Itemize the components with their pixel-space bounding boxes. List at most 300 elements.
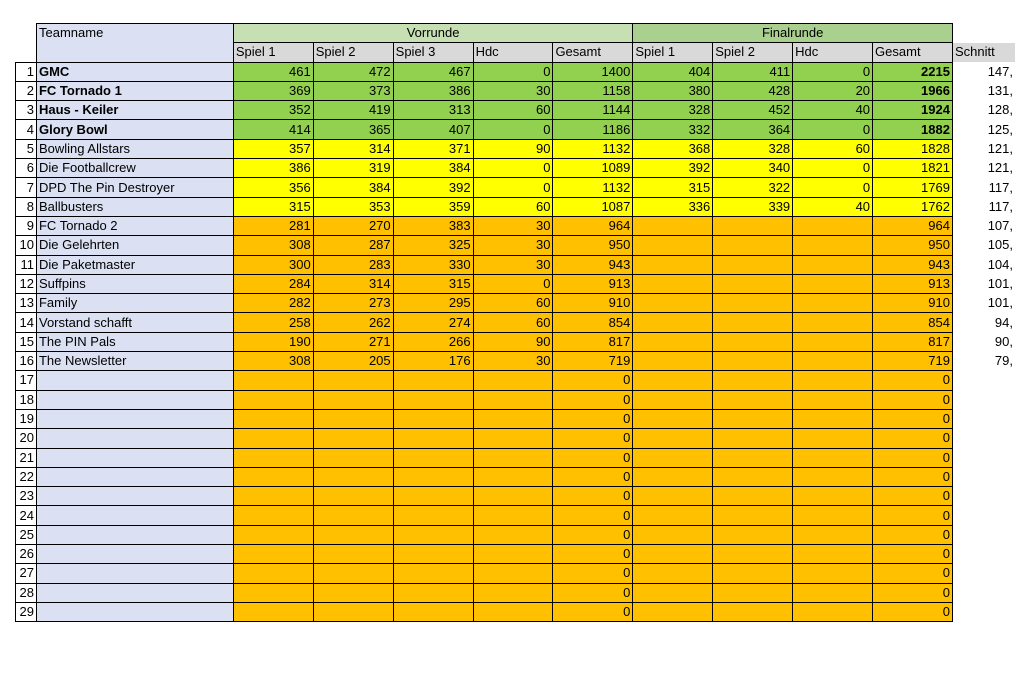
- spiel2-cell[interactable]: 262: [313, 313, 393, 332]
- final-spiel1-cell[interactable]: [633, 545, 713, 564]
- spiel2-cell[interactable]: 373: [313, 81, 393, 100]
- spiel2-cell[interactable]: 273: [313, 294, 393, 313]
- spiel1-cell[interactable]: 414: [233, 120, 313, 139]
- spiel1-cell[interactable]: 308: [233, 236, 313, 255]
- final-spiel2-cell[interactable]: [713, 274, 793, 293]
- gesamt-cell[interactable]: 1400: [553, 62, 633, 81]
- schnitt-cell[interactable]: [952, 602, 1015, 621]
- spiel2-cell[interactable]: [313, 583, 393, 602]
- gesamt-cell[interactable]: 0: [553, 409, 633, 428]
- final-spiel2-cell[interactable]: [713, 313, 793, 332]
- final-spiel1-cell[interactable]: [633, 525, 713, 544]
- spiel2-cell[interactable]: [313, 506, 393, 525]
- spiel3-cell[interactable]: [393, 506, 473, 525]
- spiel1-cell[interactable]: 352: [233, 101, 313, 120]
- spiel3-cell[interactable]: [393, 583, 473, 602]
- schnitt-cell[interactable]: [952, 390, 1015, 409]
- final-spiel2-cell[interactable]: [713, 294, 793, 313]
- final-spiel1-cell[interactable]: [633, 506, 713, 525]
- spiel3-cell[interactable]: 274: [393, 313, 473, 332]
- hdc-cell[interactable]: 60: [473, 294, 553, 313]
- spiel1-cell[interactable]: 315: [233, 197, 313, 216]
- gesamt-cell[interactable]: 0: [553, 583, 633, 602]
- col-header-schnitt[interactable]: Schnitt: [952, 43, 1015, 62]
- row-number[interactable]: 12: [16, 274, 37, 293]
- spiel3-cell[interactable]: 330: [393, 255, 473, 274]
- spiel3-cell[interactable]: [393, 409, 473, 428]
- spiel1-cell[interactable]: [233, 506, 313, 525]
- hdc-cell[interactable]: 0: [473, 274, 553, 293]
- row-number[interactable]: 13: [16, 294, 37, 313]
- hdc-cell[interactable]: 30: [473, 352, 553, 371]
- gesamt-cell[interactable]: 0: [553, 371, 633, 390]
- spiel3-cell[interactable]: [393, 564, 473, 583]
- final-spiel1-cell[interactable]: [633, 429, 713, 448]
- final-hdc-cell[interactable]: [793, 294, 873, 313]
- team-name-cell[interactable]: Ballbusters: [36, 197, 233, 216]
- hdc-cell[interactable]: [473, 409, 553, 428]
- gesamt-cell[interactable]: 1132: [553, 139, 633, 158]
- spiel1-cell[interactable]: [233, 390, 313, 409]
- hdc-cell[interactable]: 60: [473, 313, 553, 332]
- schnitt-cell[interactable]: [952, 429, 1015, 448]
- final-hdc-cell[interactable]: [793, 429, 873, 448]
- spiel3-cell[interactable]: 359: [393, 197, 473, 216]
- spiel2-cell[interactable]: 271: [313, 332, 393, 351]
- spiel2-cell[interactable]: [313, 448, 393, 467]
- final-gesamt-cell[interactable]: 964: [873, 216, 953, 235]
- schnitt-cell[interactable]: 117,: [952, 178, 1015, 197]
- spiel3-cell[interactable]: 315: [393, 274, 473, 293]
- gesamt-cell[interactable]: 1158: [553, 81, 633, 100]
- gesamt-cell[interactable]: 1132: [553, 178, 633, 197]
- spiel3-cell[interactable]: 384: [393, 159, 473, 178]
- col-header-spiel2[interactable]: Spiel 2: [313, 43, 393, 62]
- team-name-cell[interactable]: [36, 409, 233, 428]
- final-spiel1-cell[interactable]: 404: [633, 62, 713, 81]
- hdc-cell[interactable]: 0: [473, 62, 553, 81]
- spiel2-cell[interactable]: 365: [313, 120, 393, 139]
- spiel1-cell[interactable]: 282: [233, 294, 313, 313]
- final-spiel1-cell[interactable]: [633, 294, 713, 313]
- spiel3-cell[interactable]: [393, 429, 473, 448]
- row-number[interactable]: 15: [16, 332, 37, 351]
- schnitt-cell[interactable]: 101,: [952, 274, 1015, 293]
- final-hdc-cell[interactable]: [793, 371, 873, 390]
- row-number[interactable]: 16: [16, 352, 37, 371]
- final-gesamt-cell[interactable]: 854: [873, 313, 953, 332]
- hdc-cell[interactable]: [473, 487, 553, 506]
- final-spiel2-cell[interactable]: [713, 467, 793, 486]
- final-spiel1-cell[interactable]: [633, 352, 713, 371]
- hdc-cell[interactable]: 0: [473, 159, 553, 178]
- hdc-cell[interactable]: [473, 525, 553, 544]
- final-spiel2-cell[interactable]: 340: [713, 159, 793, 178]
- final-spiel1-cell[interactable]: [633, 216, 713, 235]
- spiel3-cell[interactable]: 407: [393, 120, 473, 139]
- team-name-cell[interactable]: [36, 506, 233, 525]
- spiel1-cell[interactable]: 308: [233, 352, 313, 371]
- final-spiel2-cell[interactable]: [713, 429, 793, 448]
- row-number[interactable]: 9: [16, 216, 37, 235]
- final-gesamt-cell[interactable]: 1821: [873, 159, 953, 178]
- final-hdc-cell[interactable]: 0: [793, 62, 873, 81]
- spiel3-cell[interactable]: 467: [393, 62, 473, 81]
- spiel2-cell[interactable]: [313, 390, 393, 409]
- row-number[interactable]: 19: [16, 409, 37, 428]
- final-spiel2-cell[interactable]: [713, 255, 793, 274]
- spiel1-cell[interactable]: 284: [233, 274, 313, 293]
- final-hdc-cell[interactable]: [793, 274, 873, 293]
- final-spiel2-cell[interactable]: 339: [713, 197, 793, 216]
- final-hdc-cell[interactable]: 40: [793, 101, 873, 120]
- vorrunde-header[interactable]: Vorrunde: [233, 24, 633, 43]
- gesamt-cell[interactable]: 0: [553, 545, 633, 564]
- schnitt-cell[interactable]: [952, 545, 1015, 564]
- spiel2-cell[interactable]: 319: [313, 159, 393, 178]
- final-gesamt-cell[interactable]: 0: [873, 506, 953, 525]
- hdc-cell[interactable]: 90: [473, 332, 553, 351]
- hdc-cell[interactable]: 90: [473, 139, 553, 158]
- spiel1-cell[interactable]: 258: [233, 313, 313, 332]
- hdc-cell[interactable]: [473, 390, 553, 409]
- final-gesamt-cell[interactable]: 0: [873, 467, 953, 486]
- gesamt-cell[interactable]: 0: [553, 506, 633, 525]
- spiel1-cell[interactable]: [233, 602, 313, 621]
- final-spiel1-cell[interactable]: 336: [633, 197, 713, 216]
- final-hdc-cell[interactable]: [793, 545, 873, 564]
- schnitt-cell[interactable]: [952, 371, 1015, 390]
- final-spiel1-cell[interactable]: [633, 487, 713, 506]
- final-hdc-cell[interactable]: 60: [793, 139, 873, 158]
- spiel2-cell[interactable]: 353: [313, 197, 393, 216]
- team-name-cell[interactable]: [36, 602, 233, 621]
- row-number[interactable]: 17: [16, 371, 37, 390]
- row-number[interactable]: 29: [16, 602, 37, 621]
- spiel2-cell[interactable]: 205: [313, 352, 393, 371]
- team-name-cell[interactable]: [36, 583, 233, 602]
- final-gesamt-cell[interactable]: 0: [873, 564, 953, 583]
- final-spiel1-cell[interactable]: 392: [633, 159, 713, 178]
- team-name-cell[interactable]: Family: [36, 294, 233, 313]
- spiel2-cell[interactable]: 384: [313, 178, 393, 197]
- spiel2-cell[interactable]: [313, 564, 393, 583]
- team-name-cell[interactable]: Haus - Keiler: [36, 101, 233, 120]
- spiel1-cell[interactable]: 356: [233, 178, 313, 197]
- col-header-gesamt[interactable]: Gesamt: [553, 43, 633, 62]
- schnitt-cell[interactable]: 94,: [952, 313, 1015, 332]
- spiel2-cell[interactable]: [313, 545, 393, 564]
- final-spiel2-cell[interactable]: [713, 390, 793, 409]
- final-gesamt-cell[interactable]: 943: [873, 255, 953, 274]
- gesamt-cell[interactable]: 1087: [553, 197, 633, 216]
- schnitt-cell[interactable]: 121,: [952, 159, 1015, 178]
- row-number[interactable]: 5: [16, 139, 37, 158]
- spiel1-cell[interactable]: [233, 564, 313, 583]
- final-hdc-cell[interactable]: [793, 332, 873, 351]
- gesamt-cell[interactable]: 719: [553, 352, 633, 371]
- schnitt-cell[interactable]: 101,: [952, 294, 1015, 313]
- spiel3-cell[interactable]: [393, 602, 473, 621]
- spiel3-cell[interactable]: 371: [393, 139, 473, 158]
- col-header-final-spiel2[interactable]: Spiel 2: [713, 43, 793, 62]
- final-spiel1-cell[interactable]: [633, 255, 713, 274]
- spiel2-cell[interactable]: 314: [313, 139, 393, 158]
- final-spiel2-cell[interactable]: 322: [713, 178, 793, 197]
- row-number[interactable]: 21: [16, 448, 37, 467]
- schnitt-cell[interactable]: [952, 583, 1015, 602]
- schnitt-cell[interactable]: 90,: [952, 332, 1015, 351]
- col-header-final-spiel1[interactable]: Spiel 1: [633, 43, 713, 62]
- final-spiel2-cell[interactable]: [713, 487, 793, 506]
- final-spiel2-cell[interactable]: [713, 236, 793, 255]
- hdc-cell[interactable]: 60: [473, 101, 553, 120]
- final-hdc-cell[interactable]: [793, 525, 873, 544]
- spiel1-cell[interactable]: [233, 467, 313, 486]
- final-spiel2-cell[interactable]: [713, 545, 793, 564]
- spiel3-cell[interactable]: 313: [393, 101, 473, 120]
- schnitt-cell[interactable]: 104,: [952, 255, 1015, 274]
- col-header-hdc[interactable]: Hdc: [473, 43, 553, 62]
- final-spiel1-cell[interactable]: 368: [633, 139, 713, 158]
- final-gesamt-cell[interactable]: 0: [873, 487, 953, 506]
- gesamt-cell[interactable]: 0: [553, 564, 633, 583]
- final-spiel1-cell[interactable]: [633, 602, 713, 621]
- row-number[interactable]: 22: [16, 467, 37, 486]
- hdc-cell[interactable]: 30: [473, 236, 553, 255]
- spiel1-cell[interactable]: 357: [233, 139, 313, 158]
- final-gesamt-cell[interactable]: 817: [873, 332, 953, 351]
- final-hdc-cell[interactable]: [793, 467, 873, 486]
- team-name-cell[interactable]: [36, 564, 233, 583]
- final-hdc-cell[interactable]: [793, 487, 873, 506]
- schnitt-cell[interactable]: [952, 448, 1015, 467]
- gesamt-cell[interactable]: 913: [553, 274, 633, 293]
- row-number[interactable]: 27: [16, 564, 37, 583]
- hdc-cell[interactable]: [473, 583, 553, 602]
- spiel3-cell[interactable]: [393, 545, 473, 564]
- spiel3-cell[interactable]: 266: [393, 332, 473, 351]
- final-spiel2-cell[interactable]: 364: [713, 120, 793, 139]
- spiel2-cell[interactable]: 472: [313, 62, 393, 81]
- final-hdc-cell[interactable]: 20: [793, 81, 873, 100]
- spiel3-cell[interactable]: [393, 448, 473, 467]
- spiel1-cell[interactable]: 190: [233, 332, 313, 351]
- schnitt-cell[interactable]: 105,: [952, 236, 1015, 255]
- final-spiel2-cell[interactable]: 452: [713, 101, 793, 120]
- spiel2-cell[interactable]: 287: [313, 236, 393, 255]
- final-spiel2-cell[interactable]: [713, 448, 793, 467]
- final-hdc-cell[interactable]: [793, 313, 873, 332]
- row-number[interactable]: 8: [16, 197, 37, 216]
- spiel3-cell[interactable]: [393, 390, 473, 409]
- final-hdc-cell[interactable]: [793, 583, 873, 602]
- col-header-final-hdc[interactable]: Hdc: [793, 43, 873, 62]
- team-name-cell[interactable]: [36, 448, 233, 467]
- spiel2-cell[interactable]: [313, 525, 393, 544]
- schnitt-cell[interactable]: 131,: [952, 81, 1015, 100]
- team-name-cell[interactable]: [36, 371, 233, 390]
- final-gesamt-cell[interactable]: 0: [873, 371, 953, 390]
- final-hdc-cell[interactable]: [793, 409, 873, 428]
- spiel3-cell[interactable]: [393, 371, 473, 390]
- final-hdc-cell[interactable]: [793, 448, 873, 467]
- schnitt-cell[interactable]: [952, 506, 1015, 525]
- final-spiel2-cell[interactable]: [713, 371, 793, 390]
- gesamt-cell[interactable]: 943: [553, 255, 633, 274]
- final-gesamt-cell[interactable]: 910: [873, 294, 953, 313]
- schnitt-cell[interactable]: 121,: [952, 139, 1015, 158]
- schnitt-cell[interactable]: 79,: [952, 352, 1015, 371]
- gesamt-cell[interactable]: 0: [553, 467, 633, 486]
- team-name-cell[interactable]: Die Footballcrew: [36, 159, 233, 178]
- team-name-cell[interactable]: Vorstand schafft: [36, 313, 233, 332]
- final-hdc-cell[interactable]: [793, 506, 873, 525]
- spiel2-cell[interactable]: 283: [313, 255, 393, 274]
- gesamt-cell[interactable]: 0: [553, 448, 633, 467]
- row-number[interactable]: 24: [16, 506, 37, 525]
- final-gesamt-cell[interactable]: 913: [873, 274, 953, 293]
- teamname-header[interactable]: Teamname: [36, 24, 233, 63]
- hdc-cell[interactable]: [473, 467, 553, 486]
- team-name-cell[interactable]: The PIN Pals: [36, 332, 233, 351]
- final-spiel1-cell[interactable]: 315: [633, 178, 713, 197]
- row-number[interactable]: 11: [16, 255, 37, 274]
- final-spiel1-cell[interactable]: [633, 313, 713, 332]
- spiel1-cell[interactable]: [233, 487, 313, 506]
- team-name-cell[interactable]: [36, 487, 233, 506]
- gesamt-cell[interactable]: 854: [553, 313, 633, 332]
- row-number[interactable]: 3: [16, 101, 37, 120]
- final-spiel2-cell[interactable]: [713, 602, 793, 621]
- team-name-cell[interactable]: FC Tornado 2: [36, 216, 233, 235]
- team-name-cell[interactable]: Die Paketmaster: [36, 255, 233, 274]
- row-number[interactable]: 28: [16, 583, 37, 602]
- final-spiel1-cell[interactable]: [633, 564, 713, 583]
- schnitt-cell[interactable]: 147,: [952, 62, 1015, 81]
- final-spiel2-cell[interactable]: [713, 564, 793, 583]
- hdc-cell[interactable]: 60: [473, 197, 553, 216]
- final-gesamt-cell[interactable]: 0: [873, 583, 953, 602]
- final-gesamt-cell[interactable]: 0: [873, 429, 953, 448]
- final-hdc-cell[interactable]: 40: [793, 197, 873, 216]
- final-spiel2-cell[interactable]: [713, 506, 793, 525]
- row-number[interactable]: 6: [16, 159, 37, 178]
- final-spiel1-cell[interactable]: 380: [633, 81, 713, 100]
- final-gesamt-cell[interactable]: 0: [873, 602, 953, 621]
- spiel1-cell[interactable]: [233, 545, 313, 564]
- gesamt-cell[interactable]: 817: [553, 332, 633, 351]
- final-hdc-cell[interactable]: 0: [793, 178, 873, 197]
- hdc-cell[interactable]: 30: [473, 216, 553, 235]
- final-spiel1-cell[interactable]: [633, 583, 713, 602]
- final-gesamt-cell[interactable]: 1966: [873, 81, 953, 100]
- team-name-cell[interactable]: [36, 545, 233, 564]
- final-gesamt-cell[interactable]: 0: [873, 525, 953, 544]
- final-spiel2-cell[interactable]: [713, 583, 793, 602]
- final-gesamt-cell[interactable]: 950: [873, 236, 953, 255]
- final-gesamt-cell[interactable]: 0: [873, 409, 953, 428]
- spiel2-cell[interactable]: [313, 409, 393, 428]
- schnitt-cell[interactable]: [952, 487, 1015, 506]
- spiel1-cell[interactable]: [233, 525, 313, 544]
- final-spiel2-cell[interactable]: [713, 216, 793, 235]
- spiel3-cell[interactable]: 383: [393, 216, 473, 235]
- final-spiel2-cell[interactable]: [713, 352, 793, 371]
- spiel3-cell[interactable]: 176: [393, 352, 473, 371]
- team-name-cell[interactable]: Suffpins: [36, 274, 233, 293]
- hdc-cell[interactable]: [473, 448, 553, 467]
- row-number[interactable]: 7: [16, 178, 37, 197]
- hdc-cell[interactable]: [473, 602, 553, 621]
- final-hdc-cell[interactable]: 0: [793, 159, 873, 178]
- gesamt-cell[interactable]: 0: [553, 525, 633, 544]
- gesamt-cell[interactable]: 0: [553, 602, 633, 621]
- gesamt-cell[interactable]: 0: [553, 390, 633, 409]
- row-number[interactable]: 1: [16, 62, 37, 81]
- spiel3-cell[interactable]: [393, 525, 473, 544]
- hdc-cell[interactable]: 30: [473, 81, 553, 100]
- gesamt-cell[interactable]: 1186: [553, 120, 633, 139]
- gesamt-cell[interactable]: 910: [553, 294, 633, 313]
- hdc-cell[interactable]: [473, 506, 553, 525]
- hdc-cell[interactable]: [473, 564, 553, 583]
- spiel2-cell[interactable]: [313, 429, 393, 448]
- final-spiel2-cell[interactable]: [713, 332, 793, 351]
- schnitt-cell[interactable]: [952, 564, 1015, 583]
- final-spiel2-cell[interactable]: [713, 409, 793, 428]
- spiel1-cell[interactable]: [233, 583, 313, 602]
- col-header-final-gesamt[interactable]: Gesamt: [873, 43, 953, 62]
- spiel3-cell[interactable]: [393, 487, 473, 506]
- final-hdc-cell[interactable]: [793, 352, 873, 371]
- spiel2-cell[interactable]: 314: [313, 274, 393, 293]
- hdc-cell[interactable]: 0: [473, 178, 553, 197]
- final-spiel1-cell[interactable]: [633, 448, 713, 467]
- row-number[interactable]: 25: [16, 525, 37, 544]
- final-spiel1-cell[interactable]: [633, 274, 713, 293]
- spiel1-cell[interactable]: [233, 448, 313, 467]
- final-hdc-cell[interactable]: [793, 236, 873, 255]
- row-number[interactable]: 23: [16, 487, 37, 506]
- spiel1-cell[interactable]: [233, 409, 313, 428]
- spiel1-cell[interactable]: 300: [233, 255, 313, 274]
- spiel2-cell[interactable]: 270: [313, 216, 393, 235]
- final-gesamt-cell[interactable]: 1924: [873, 101, 953, 120]
- row-number[interactable]: 18: [16, 390, 37, 409]
- schnitt-cell[interactable]: 107,: [952, 216, 1015, 235]
- final-gesamt-cell[interactable]: 0: [873, 448, 953, 467]
- team-name-cell[interactable]: The Newsletter: [36, 352, 233, 371]
- row-number[interactable]: 2: [16, 81, 37, 100]
- final-hdc-cell[interactable]: [793, 564, 873, 583]
- spiel1-cell[interactable]: 281: [233, 216, 313, 235]
- team-name-cell[interactable]: Die Gelehrten: [36, 236, 233, 255]
- col-header-spiel1[interactable]: Spiel 1: [233, 43, 313, 62]
- final-spiel1-cell[interactable]: [633, 371, 713, 390]
- team-name-cell[interactable]: [36, 467, 233, 486]
- hdc-cell[interactable]: [473, 371, 553, 390]
- schnitt-cell[interactable]: 125,: [952, 120, 1015, 139]
- final-hdc-cell[interactable]: [793, 216, 873, 235]
- gesamt-cell[interactable]: 0: [553, 487, 633, 506]
- schnitt-cell[interactable]: 128,: [952, 101, 1015, 120]
- final-gesamt-cell[interactable]: 0: [873, 390, 953, 409]
- spiel2-cell[interactable]: [313, 602, 393, 621]
- finalrunde-header[interactable]: Finalrunde: [633, 24, 953, 43]
- gesamt-cell[interactable]: 950: [553, 236, 633, 255]
- spiel1-cell[interactable]: 461: [233, 62, 313, 81]
